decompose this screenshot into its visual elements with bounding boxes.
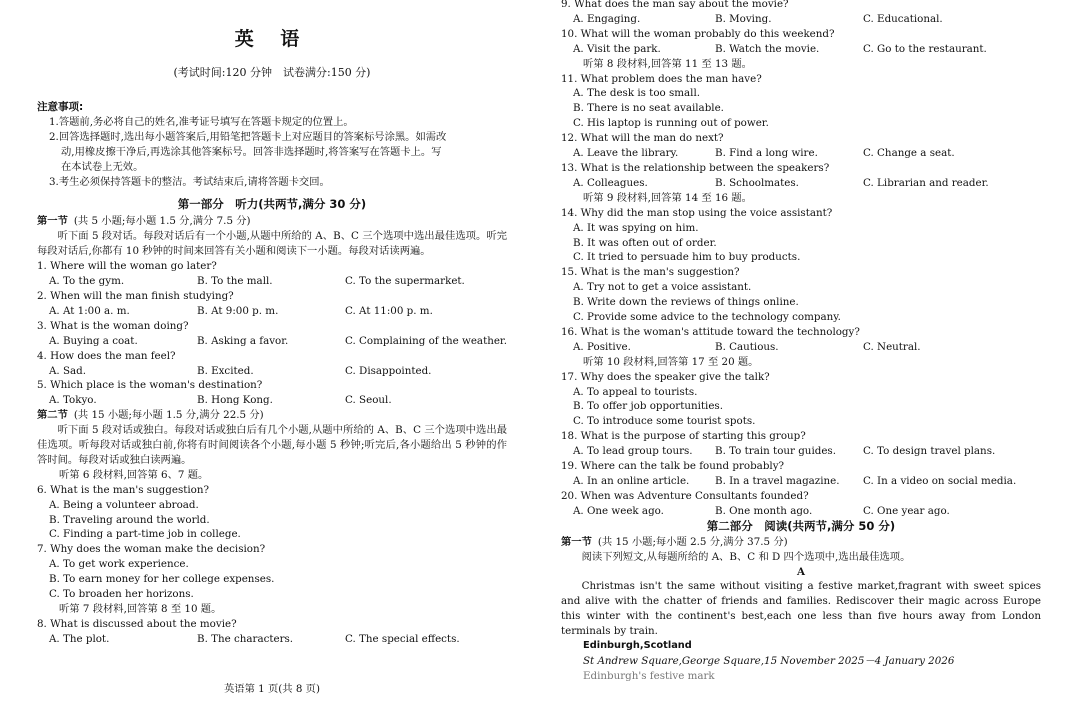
question-16	[561, 325, 1041, 355]
option-a: A. Sad.	[49, 364, 87, 377]
material-instruction: 听第 7 段材料,回答第 8 至 10 题。	[59, 603, 222, 615]
section-label: 第二节	[37, 409, 68, 422]
option-a: A. Positive.	[573, 340, 631, 353]
option-b: B. There is no seat available.	[573, 102, 724, 115]
material-instruction: 听第 9 段材料,回答第 14 至 16 题。	[583, 191, 752, 204]
option-b: B. In a travel magazine.	[715, 475, 840, 487]
option-b: B. Cautious.	[715, 340, 779, 353]
option-b: B. The characters.	[197, 632, 294, 645]
question-15	[561, 265, 1041, 325]
option-a: A. Leave the library.	[573, 147, 679, 160]
option-b: B. Asking a favor.	[196, 334, 289, 347]
reading-section1-header	[561, 535, 1041, 550]
section1-instructions: 听下面 5 段对话。每段对话后有一个小题,从题中所给的 A、B、C 三个选项中选出最佳选项。听完每段对话后,你都有 10 秒钟的时间来回答有关小题和阅读下一小题。每段对话读两遍。	[37, 230, 507, 258]
question-text: 17. Why does the speaker give the talk?	[561, 370, 770, 383]
option-a: A. Tokyo.	[49, 394, 97, 407]
option-a: A. To get work experience.	[49, 558, 189, 571]
notice-item: 动,用橡皮擦干净后,再选涂其他答案标号。回答非选择题时,将答案写在答题卡上。写	[61, 145, 442, 158]
question-6	[37, 483, 507, 543]
section-label: 第一节	[561, 535, 592, 548]
place-heading: Edinburgh,Scotland	[583, 640, 692, 652]
question-20	[561, 489, 1041, 519]
option-c: C. In a video on social media.	[863, 475, 1017, 487]
option-c: C. It tried to persuade him to buy products.	[573, 251, 801, 264]
section-desc: (共 15 小题;每小题 1.5 分,满分 22.5 分)	[73, 409, 264, 422]
question-text: 9. What does the man say about the movie?	[561, 0, 789, 10]
question-4	[37, 349, 507, 379]
question-text: 2. When will the man finish studying?	[37, 289, 234, 302]
option-a: A. At 1:00 a. m.	[49, 304, 130, 317]
question-9	[561, 0, 1041, 27]
question-text: 4. How does the man feel?	[37, 349, 176, 362]
right-column	[561, 0, 1041, 684]
option-c: C. One year ago.	[863, 504, 950, 517]
question-13	[561, 161, 1041, 191]
option-c: C. Seoul.	[345, 394, 392, 407]
question-text: 12. What will the man do next?	[561, 132, 724, 145]
question-12	[561, 131, 1041, 161]
passage-continuation: Edinburgh's festive mark	[583, 669, 715, 682]
question-text: 13. What is the relationship between the speakers?	[561, 161, 830, 174]
option-c: C. To design travel plans.	[863, 445, 996, 458]
part1-title: 第一部分 听力(共两节,满分 30 分)	[177, 197, 367, 212]
question-5	[37, 378, 507, 408]
option-c: C. At 11:00 p. m.	[345, 304, 433, 317]
option-b: B. To earn money for her college expenses.	[49, 573, 275, 586]
reading-instructions: 阅读下列短文,从每题所给的 A、B、C 和 D 四个选项中,选出最佳选项。	[581, 550, 911, 563]
option-b: B. Schoolmates.	[715, 176, 799, 189]
question-text: 14. Why did the man stop using the voice assistant?	[561, 206, 833, 219]
question-10	[561, 27, 1041, 57]
option-a: A. Buying a coat.	[49, 334, 138, 347]
option-c: C. Change a seat.	[863, 147, 955, 160]
part2-title: 第二部分 阅读(共两节,满分 50 分)	[706, 518, 896, 533]
question-text: 19. Where can the talk be found probably?	[561, 460, 785, 473]
section-desc: (共 5 小题;每小题 1.5 分,满分 7.5 分)	[73, 215, 251, 228]
question-text: 1. Where will the woman go later?	[37, 260, 217, 273]
option-a: A. To appeal to tourists.	[573, 385, 698, 398]
option-b: B. To offer job opportunities.	[573, 400, 723, 413]
section-desc: (共 15 小题;每小题 2.5 分,满分 37.5 分)	[597, 535, 788, 548]
question-text: 5. Which place is the woman's destination?	[37, 379, 263, 392]
option-b: B. To train tour guides.	[715, 445, 836, 458]
option-b: B. Watch the movie.	[715, 42, 820, 55]
question-text: 3. What is the woman doing?	[37, 319, 189, 332]
question-17	[561, 370, 1041, 430]
material-instruction: 听第 6 段材料,回答第 6、7 题。	[59, 468, 209, 481]
notice-title: 注意事项:	[37, 101, 84, 113]
notice-item: 1.答题前,务必将自己的姓名,准考证号填写在答题卡规定的位置上。	[49, 115, 354, 128]
question-19	[561, 459, 1041, 489]
option-b: B. Hong Kong.	[197, 394, 273, 407]
option-a: A. In an online article.	[573, 475, 690, 487]
option-c: C. Disappointed.	[345, 364, 432, 377]
section2-header	[37, 408, 507, 423]
question-text: 18. What is the purpose of starting this group?	[561, 430, 806, 443]
passage-letter: A	[797, 565, 805, 578]
option-c: C. His laptop is running out of power.	[573, 117, 769, 130]
question-text: 11. What problem does the man have?	[561, 72, 762, 85]
option-b: B. To the mall.	[197, 275, 273, 288]
option-b: B. It was often out of order.	[573, 236, 717, 249]
question-1	[37, 259, 507, 289]
option-a: A. It was spying on him.	[573, 221, 699, 234]
option-a: A. Try not to get a voice assistant.	[573, 281, 752, 294]
option-c: C. Neutral.	[863, 340, 921, 353]
question-text: 15. What is the man's suggestion?	[561, 266, 740, 279]
option-c: C. Go to the restaurant.	[863, 42, 987, 55]
question-text: 8. What is discussed about the movie?	[37, 617, 237, 630]
option-a: A. To the gym.	[49, 275, 125, 288]
notice-item: 在本试卷上无效。	[61, 160, 144, 173]
question-3	[37, 319, 507, 349]
notice-item: 2.回答选择题时,选出每小题答案后,用铅笔把答题卡上对应题目的答案标号涂黑。如需改	[49, 130, 447, 143]
option-a: A. Engaging.	[573, 12, 641, 25]
place-date: St Andrew Square,George Square,15 November 2025－4 January 2026	[583, 654, 955, 667]
passage-paragraph: Christmas isn't the same without visiting a festive market,fragrant with sweet spices and alive with the chatter of friends and families. Rediscover their magic across Europe this winter with the continent's best,each one less than five hours away from London terminals by train.	[561, 580, 1041, 638]
option-c: C. The special effects.	[345, 632, 460, 645]
left-column	[37, 0, 507, 647]
question-8	[37, 617, 507, 647]
option-a: A. The desk is too small.	[573, 87, 701, 100]
question-text: 7. Why does the woman make the decision?	[37, 543, 266, 556]
option-c: C. To introduce some tourist spots.	[573, 415, 756, 428]
option-c: C. To the supermarket.	[345, 275, 465, 288]
question-text: 10. What will the woman probably do this weekend?	[561, 27, 835, 40]
section2-instructions: 听下面 5 段对话或独白。每段对话或独白后有几个小题,从题中所给的 A、B、C 三个选项中选出最佳选项。听每段对话或独白前,你将有时间阅读各个小题,每小题 5 秒钟;听完后,各小题给出 5 秒钟的作答时间。每段对话或独白读两遍。	[37, 424, 507, 466]
exam-info: (考试时间:120 分钟 试卷满分:150 分)	[173, 66, 371, 79]
question-text: 6. What is the man's suggestion?	[37, 483, 210, 496]
notice-item: 3.考生必须保持答题卡的整洁。考试结束后,请将答题卡交回。	[49, 175, 330, 188]
question-text: 20. When was Adventure Consultants founded?	[561, 489, 809, 502]
option-b: B. Excited.	[197, 364, 254, 377]
section1-header	[37, 214, 507, 229]
option-a: A. The plot.	[49, 632, 110, 645]
material-instruction: 听第 8 段材料,回答第 11 至 13 题。	[583, 57, 752, 70]
option-b: B. Find a long wire.	[715, 147, 818, 160]
option-c: C. Provide some advice to the technology company.	[573, 311, 841, 324]
page-title: 英 语	[234, 28, 310, 50]
option-b: B. One month ago.	[715, 504, 813, 517]
option-b: B. Traveling around the world.	[49, 513, 210, 526]
option-c: C. Complaining of the weather.	[344, 334, 507, 347]
option-a: A. Being a volunteer abroad.	[49, 498, 199, 511]
option-c: C. Librarian and reader.	[863, 176, 989, 189]
option-b: B. Moving.	[715, 12, 772, 25]
question-7	[37, 542, 507, 602]
option-a: A. To lead group tours.	[573, 445, 693, 458]
material-instruction: 听第 10 段材料,回答第 17 至 20 题。	[583, 355, 759, 368]
option-c: C. Finding a part-time job in college.	[49, 528, 241, 541]
question-text: 16. What is the woman's attitude toward the technology?	[561, 325, 860, 338]
option-a: A. Colleagues.	[573, 176, 648, 189]
question-18	[561, 429, 1041, 459]
page-footer: 英语第 1 页(共 8 页)	[223, 683, 320, 695]
option-b: B. Write down the reviews of things online.	[573, 296, 799, 309]
section-label: 第一节	[37, 215, 68, 228]
option-c: C. Educational.	[863, 12, 943, 25]
question-11	[561, 72, 1041, 132]
option-a: A. Visit the park.	[573, 42, 661, 55]
question-2	[37, 289, 507, 319]
option-c: C. To broaden her horizons.	[49, 588, 194, 601]
option-a: A. One week ago.	[573, 504, 664, 517]
option-b: B. At 9:00 p. m.	[197, 304, 279, 317]
question-14	[561, 206, 1041, 266]
